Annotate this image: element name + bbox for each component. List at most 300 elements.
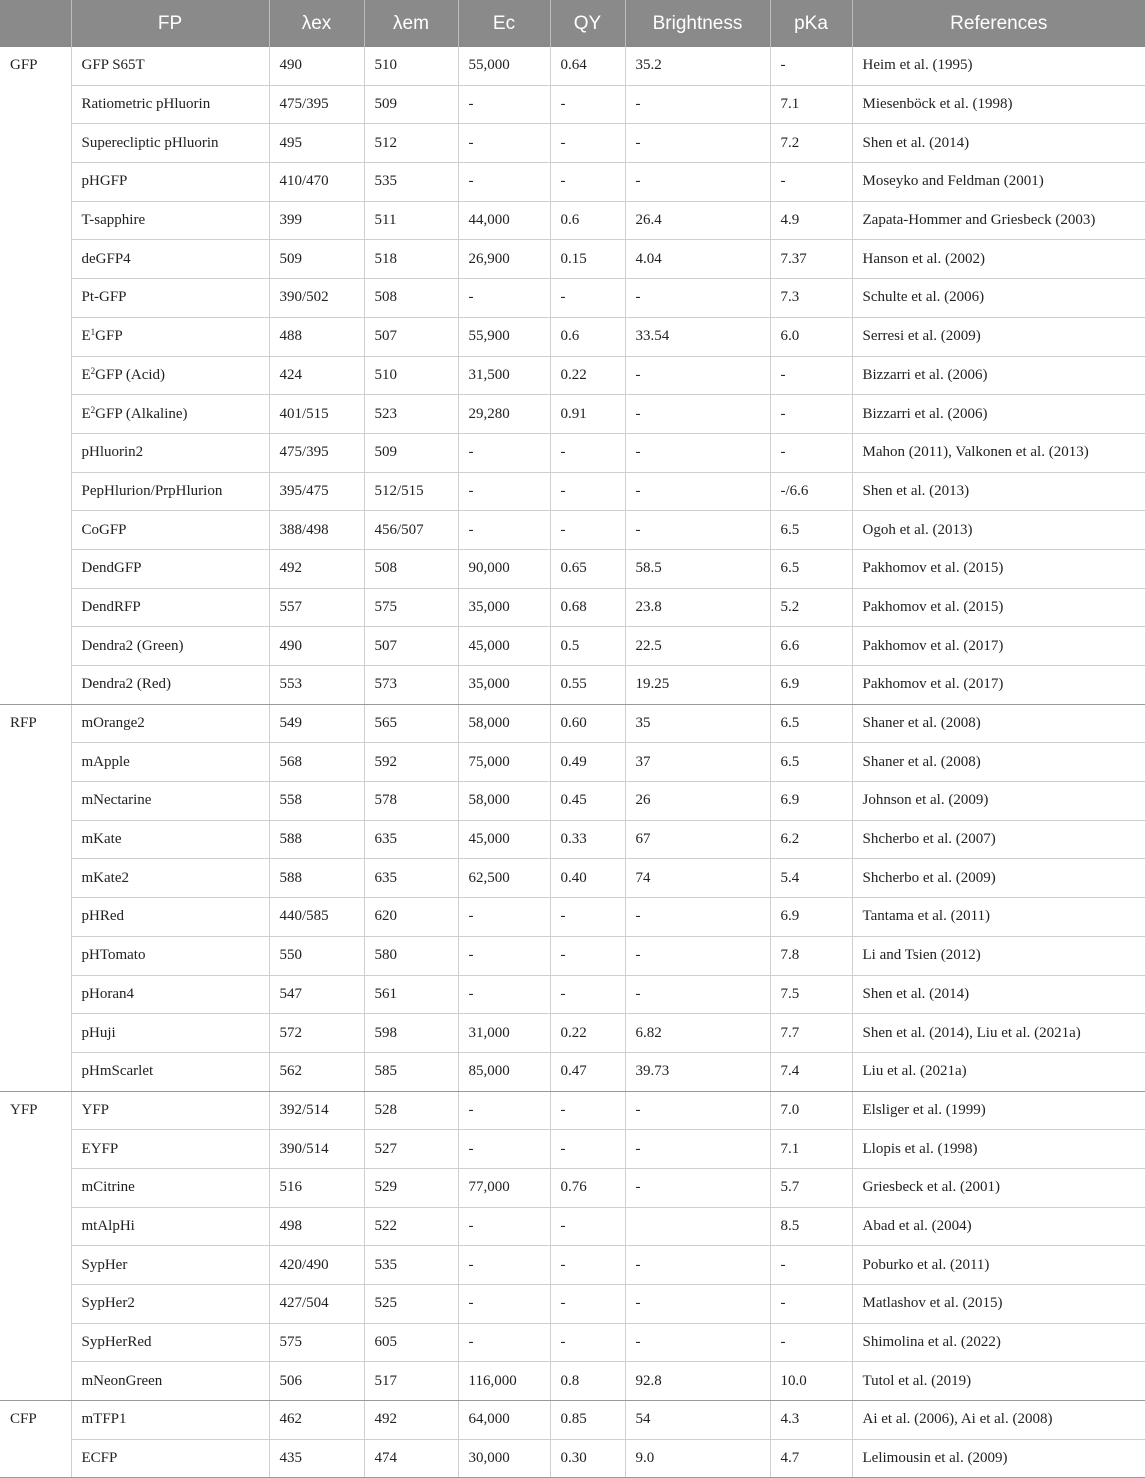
cell-em: 605 [364, 1323, 458, 1362]
cell-pka: 6.9 [770, 782, 852, 821]
cell-ex: 575 [269, 1323, 364, 1362]
cell-ex: 553 [269, 666, 364, 705]
table-row [0, 743, 1145, 782]
table-row [0, 898, 1145, 937]
cell-ex: 572 [269, 1014, 364, 1053]
cell-ec: - [458, 279, 550, 318]
cell-brightness: - [625, 936, 770, 975]
cell-ex: 550 [269, 936, 364, 975]
cell-reference: Pakhomov et al. (2017) [852, 627, 1145, 666]
cell-reference: Griesbeck et al. (2001) [852, 1168, 1145, 1207]
table-row [0, 820, 1145, 859]
cell-ec: - [458, 1207, 550, 1246]
cell-brightness: - [625, 124, 770, 163]
cell-brightness: 54 [625, 1401, 770, 1440]
cell-reference: Shaner et al. (2008) [852, 743, 1145, 782]
cell-brightness: - [625, 472, 770, 511]
cell-qy: 0.65 [550, 549, 625, 588]
cell-brightness: - [625, 1285, 770, 1324]
cell-em: 635 [364, 820, 458, 859]
table-row [0, 666, 1145, 705]
table-row [0, 1014, 1145, 1053]
cell-reference: Pakhomov et al. (2015) [852, 588, 1145, 627]
cell-fp: pHuji [71, 1014, 269, 1053]
cell-pka: - [770, 47, 852, 85]
cell-qy: - [550, 975, 625, 1014]
cell-qy: - [550, 1091, 625, 1130]
header-pka: pKa [770, 0, 852, 47]
cell-fp: pHTomato [71, 936, 269, 975]
cell-fp: PepHlurion/PrpHlurion [71, 472, 269, 511]
cell-fp: mCitrine [71, 1168, 269, 1207]
cell-em: 509 [364, 433, 458, 472]
header-row [0, 0, 1145, 47]
table-row [0, 163, 1145, 202]
cell-pka: 6.5 [770, 511, 852, 550]
cell-reference: Ogoh et al. (2013) [852, 511, 1145, 550]
cell-qy: 0.85 [550, 1401, 625, 1440]
cell-pka: - [770, 1285, 852, 1324]
cell-brightness: 23.8 [625, 588, 770, 627]
cell-brightness [625, 1207, 770, 1246]
cell-qy: - [550, 472, 625, 511]
cell-qy: - [550, 1130, 625, 1169]
cell-ex: 475/395 [269, 85, 364, 124]
cell-ex: 549 [269, 704, 364, 743]
cell-em: 592 [364, 743, 458, 782]
cell-fp: pHGFP [71, 163, 269, 202]
header-brightness: Brightness [625, 0, 770, 47]
cell-qy: - [550, 433, 625, 472]
cell-pka: 7.8 [770, 936, 852, 975]
cell-qy: - [550, 1323, 625, 1362]
cell-ec: - [458, 163, 550, 202]
cell-reference: Tutol et al. (2019) [852, 1362, 1145, 1401]
cell-ec: 90,000 [458, 549, 550, 588]
cell-em: 620 [364, 898, 458, 937]
cell-em: 529 [364, 1168, 458, 1207]
cell-fp [71, 356, 269, 395]
cell-fp: Dendra2 (Red) [71, 666, 269, 705]
cell-qy: 0.22 [550, 356, 625, 395]
table-row [0, 1362, 1145, 1401]
cell-pka: 4.9 [770, 201, 852, 240]
cell-fp: Ratiometric pHluorin [71, 85, 269, 124]
cell-reference: Liu et al. (2021a) [852, 1052, 1145, 1091]
header-fp: FP [71, 0, 269, 47]
cell-fp: Superecliptic pHluorin [71, 124, 269, 163]
header-group [0, 0, 71, 47]
cell-pka: 7.5 [770, 975, 852, 1014]
table-row [0, 1246, 1145, 1285]
cell-brightness: - [625, 975, 770, 1014]
fp-name-suffix: GFP [95, 328, 123, 345]
cell-ex: 388/498 [269, 511, 364, 550]
cell-reference: Matlashov et al. (2015) [852, 1285, 1145, 1324]
cell-ec: 64,000 [458, 1401, 550, 1440]
cell-reference: Zapata-Hommer and Griesbeck (2003) [852, 201, 1145, 240]
cell-qy: - [550, 1246, 625, 1285]
cell-qy: 0.49 [550, 743, 625, 782]
cell-fp: SypHer2 [71, 1285, 269, 1324]
cell-ex: 475/395 [269, 433, 364, 472]
cell-pka: 5.7 [770, 1168, 852, 1207]
table-row [0, 975, 1145, 1014]
cell-em: 517 [364, 1362, 458, 1401]
cell-em: 512/515 [364, 472, 458, 511]
cell-ec: 45,000 [458, 820, 550, 859]
cell-pka: 5.2 [770, 588, 852, 627]
cell-pka: 5.4 [770, 859, 852, 898]
table-row [0, 627, 1145, 666]
cell-reference: Pakhomov et al. (2015) [852, 549, 1145, 588]
cell-ex: 547 [269, 975, 364, 1014]
cell-reference: Johnson et al. (2009) [852, 782, 1145, 821]
cell-ec: 30,000 [458, 1439, 550, 1478]
cell-brightness: 67 [625, 820, 770, 859]
cell-ex: 558 [269, 782, 364, 821]
cell-reference: Serresi et al. (2009) [852, 317, 1145, 356]
cell-ex: 516 [269, 1168, 364, 1207]
cell-ex: 495 [269, 124, 364, 163]
cell-ec: 58,000 [458, 704, 550, 743]
cell-ex: 490 [269, 47, 364, 85]
cell-ex: 462 [269, 1401, 364, 1440]
group-label: RFP [0, 704, 71, 1091]
cell-qy: 0.60 [550, 704, 625, 743]
cell-em: 507 [364, 627, 458, 666]
cell-fp: SypHer [71, 1246, 269, 1285]
cell-reference: Bizzarri et al. (2006) [852, 356, 1145, 395]
cell-pka: 6.5 [770, 704, 852, 743]
cell-pka: 6.5 [770, 743, 852, 782]
group-label: CFP [0, 1401, 71, 1478]
cell-ec: 55,000 [458, 47, 550, 85]
cell-brightness: 37 [625, 743, 770, 782]
cell-fp: GFP S65T [71, 47, 269, 85]
table-row [0, 704, 1145, 743]
cell-ex: 410/470 [269, 163, 364, 202]
cell-brightness: 9.0 [625, 1439, 770, 1478]
cell-reference: Mahon (2011), Valkonen et al. (2013) [852, 433, 1145, 472]
cell-em: 527 [364, 1130, 458, 1169]
cell-brightness: 74 [625, 859, 770, 898]
cell-fp: EYFP [71, 1130, 269, 1169]
table-row [0, 1052, 1145, 1091]
cell-qy: 0.40 [550, 859, 625, 898]
table-row [0, 356, 1145, 395]
cell-ec: 75,000 [458, 743, 550, 782]
fp-name-prefix: E [81, 366, 91, 383]
cell-fp: mApple [71, 743, 269, 782]
cell-pka: - [770, 163, 852, 202]
fp-name-prefix: E [81, 405, 91, 422]
cell-em: 456/507 [364, 511, 458, 550]
cell-fp: DendGFP [71, 549, 269, 588]
cell-pka: 7.4 [770, 1052, 852, 1091]
cell-fp: pHRed [71, 898, 269, 937]
cell-ex: 420/490 [269, 1246, 364, 1285]
table-row [0, 1130, 1145, 1169]
table-row [0, 279, 1145, 318]
cell-fp: mNectarine [71, 782, 269, 821]
cell-qy: 0.64 [550, 47, 625, 85]
cell-reference: Shen et al. (2014), Liu et al. (2021a) [852, 1014, 1145, 1053]
cell-pka: -/6.6 [770, 472, 852, 511]
cell-brightness: 58.5 [625, 549, 770, 588]
cell-reference: Moseyko and Feldman (2001) [852, 163, 1145, 202]
cell-qy: - [550, 1207, 625, 1246]
cell-pka: - [770, 433, 852, 472]
cell-em: 511 [364, 201, 458, 240]
table-row [0, 1401, 1145, 1440]
cell-em: 508 [364, 549, 458, 588]
cell-brightness: 26.4 [625, 201, 770, 240]
table-row [0, 85, 1145, 124]
cell-brightness: - [625, 279, 770, 318]
table-row [0, 433, 1145, 472]
cell-pka: 6.5 [770, 549, 852, 588]
cell-em: 561 [364, 975, 458, 1014]
cell-pka: 7.2 [770, 124, 852, 163]
cell-em: 528 [364, 1091, 458, 1130]
cell-qy: 0.47 [550, 1052, 625, 1091]
cell-em: 492 [364, 1401, 458, 1440]
cell-em: 573 [364, 666, 458, 705]
cell-brightness: - [625, 163, 770, 202]
table-row [0, 1439, 1145, 1478]
cell-ec: - [458, 511, 550, 550]
cell-pka: 8.5 [770, 1207, 852, 1246]
cell-em: 509 [364, 85, 458, 124]
cell-fp: SypHerRed [71, 1323, 269, 1362]
cell-brightness: 6.82 [625, 1014, 770, 1053]
cell-reference: Hanson et al. (2002) [852, 240, 1145, 279]
cell-ec: 31,000 [458, 1014, 550, 1053]
cell-ec: 58,000 [458, 782, 550, 821]
fp-name-superscript: 1 [90, 327, 96, 338]
cell-reference: Shcherbo et al. (2009) [852, 859, 1145, 898]
cell-ec: - [458, 1130, 550, 1169]
fp-name-superscript: 2 [90, 404, 96, 415]
cell-pka: 4.3 [770, 1401, 852, 1440]
cell-ex: 498 [269, 1207, 364, 1246]
cell-ec: - [458, 1246, 550, 1285]
table-row [0, 936, 1145, 975]
header-ec: Ec [458, 0, 550, 47]
cell-qy: 0.6 [550, 201, 625, 240]
cell-em: 575 [364, 588, 458, 627]
cell-brightness: - [625, 1168, 770, 1207]
table-row [0, 240, 1145, 279]
cell-ec: 31,500 [458, 356, 550, 395]
cell-ex: 401/515 [269, 395, 364, 434]
cell-ex: 588 [269, 820, 364, 859]
cell-fp: YFP [71, 1091, 269, 1130]
cell-reference: Shen et al. (2014) [852, 124, 1145, 163]
cell-qy: - [550, 936, 625, 975]
cell-qy: - [550, 1285, 625, 1324]
cell-reference: Heim et al. (1995) [852, 47, 1145, 85]
cell-ex: 488 [269, 317, 364, 356]
table-row [0, 549, 1145, 588]
cell-ec: - [458, 85, 550, 124]
fp-name-suffix: GFP (Acid) [95, 366, 166, 383]
cell-ec: 35,000 [458, 588, 550, 627]
cell-qy: 0.91 [550, 395, 625, 434]
cell-brightness: 26 [625, 782, 770, 821]
cell-fp [71, 395, 269, 434]
cell-ec: 77,000 [458, 1168, 550, 1207]
cell-ex: 395/475 [269, 472, 364, 511]
cell-em: 518 [364, 240, 458, 279]
cell-em: 565 [364, 704, 458, 743]
cell-qy: 0.55 [550, 666, 625, 705]
cell-brightness: - [625, 898, 770, 937]
cell-ec: - [458, 124, 550, 163]
cell-ec: - [458, 433, 550, 472]
table-row [0, 317, 1145, 356]
cell-ec: - [458, 1285, 550, 1324]
cell-ec: 85,000 [458, 1052, 550, 1091]
cell-brightness: - [625, 433, 770, 472]
cell-reference: Shen et al. (2014) [852, 975, 1145, 1014]
cell-em: 510 [364, 47, 458, 85]
cell-ex: 435 [269, 1439, 364, 1478]
cell-pka: 6.6 [770, 627, 852, 666]
cell-ex: 427/504 [269, 1285, 364, 1324]
cell-brightness: 19.25 [625, 666, 770, 705]
cell-qy: 0.30 [550, 1439, 625, 1478]
table-row [0, 124, 1145, 163]
cell-em: 580 [364, 936, 458, 975]
cell-reference: Shaner et al. (2008) [852, 704, 1145, 743]
cell-fp: Dendra2 (Green) [71, 627, 269, 666]
cell-reference: Pakhomov et al. (2017) [852, 666, 1145, 705]
table-row [0, 395, 1145, 434]
cell-ex: 506 [269, 1362, 364, 1401]
cell-pka: 10.0 [770, 1362, 852, 1401]
cell-fp: mKate [71, 820, 269, 859]
cell-brightness: - [625, 1091, 770, 1130]
cell-em: 585 [364, 1052, 458, 1091]
cell-ex: 568 [269, 743, 364, 782]
fp-name-prefix: E [81, 328, 91, 345]
cell-brightness: 4.04 [625, 240, 770, 279]
cell-em: 512 [364, 124, 458, 163]
cell-pka: - [770, 1323, 852, 1362]
cell-fp: T-sapphire [71, 201, 269, 240]
table-row [0, 1323, 1145, 1362]
cell-pka: 7.1 [770, 85, 852, 124]
cell-ec: 26,900 [458, 240, 550, 279]
cell-ec: 35,000 [458, 666, 550, 705]
cell-fp: mKate2 [71, 859, 269, 898]
fp-name-superscript: 2 [90, 365, 96, 376]
cell-pka: 6.0 [770, 317, 852, 356]
cell-reference: Shimolina et al. (2022) [852, 1323, 1145, 1362]
cell-ex: 588 [269, 859, 364, 898]
cell-em: 474 [364, 1439, 458, 1478]
group-label: GFP [0, 47, 71, 704]
cell-reference: Ai et al. (2006), Ai et al. (2008) [852, 1401, 1145, 1440]
cell-qy: - [550, 511, 625, 550]
cell-em: 508 [364, 279, 458, 318]
cell-fp: mtAlpHi [71, 1207, 269, 1246]
cell-ex: 390/502 [269, 279, 364, 318]
cell-qy: - [550, 85, 625, 124]
cell-em: 535 [364, 1246, 458, 1285]
cell-pka: 6.9 [770, 666, 852, 705]
table-body [0, 47, 1145, 1478]
cell-fp: Pt-GFP [71, 279, 269, 318]
cell-qy: - [550, 279, 625, 318]
cell-ex: 490 [269, 627, 364, 666]
table-row [0, 588, 1145, 627]
cell-em: 523 [364, 395, 458, 434]
cell-brightness: 33.54 [625, 317, 770, 356]
cell-ex: 557 [269, 588, 364, 627]
cell-ex: 392/514 [269, 1091, 364, 1130]
cell-ec: 29,280 [458, 395, 550, 434]
cell-reference: Schulte et al. (2006) [852, 279, 1145, 318]
table-row [0, 47, 1145, 85]
table-row [0, 472, 1145, 511]
table-row [0, 1285, 1145, 1324]
cell-brightness: - [625, 356, 770, 395]
cell-ec: - [458, 936, 550, 975]
fp-name-suffix: GFP (Alkaline) [95, 405, 188, 422]
cell-pka: 7.0 [770, 1091, 852, 1130]
cell-reference: Abad et al. (2004) [852, 1207, 1145, 1246]
cell-pka: 7.1 [770, 1130, 852, 1169]
cell-pka: 7.3 [770, 279, 852, 318]
cell-ec: - [458, 898, 550, 937]
cell-fp: mOrange2 [71, 704, 269, 743]
cell-reference: Lelimousin et al. (2009) [852, 1439, 1145, 1478]
cell-brightness: 35 [625, 704, 770, 743]
table-row [0, 1091, 1145, 1130]
cell-qy: 0.22 [550, 1014, 625, 1053]
cell-ec: - [458, 472, 550, 511]
cell-pka: 7.37 [770, 240, 852, 279]
cell-qy: 0.76 [550, 1168, 625, 1207]
cell-reference: Shcherbo et al. (2007) [852, 820, 1145, 859]
table-row [0, 201, 1145, 240]
cell-fp: pHluorin2 [71, 433, 269, 472]
cell-brightness: 22.5 [625, 627, 770, 666]
cell-fp: mNeonGreen [71, 1362, 269, 1401]
cell-reference: Li and Tsien (2012) [852, 936, 1145, 975]
header-references: References [852, 0, 1145, 47]
cell-brightness: 39.73 [625, 1052, 770, 1091]
cell-pka: - [770, 356, 852, 395]
cell-ex: 509 [269, 240, 364, 279]
cell-fp: DendRFP [71, 588, 269, 627]
table-row [0, 511, 1145, 550]
cell-pka: 6.9 [770, 898, 852, 937]
cell-ec: - [458, 1323, 550, 1362]
cell-ec: 55,900 [458, 317, 550, 356]
cell-brightness: - [625, 511, 770, 550]
cell-fp: deGFP4 [71, 240, 269, 279]
cell-ex: 399 [269, 201, 364, 240]
cell-fp [71, 317, 269, 356]
cell-ec: 116,000 [458, 1362, 550, 1401]
cell-qy: 0.68 [550, 588, 625, 627]
cell-em: 598 [364, 1014, 458, 1053]
cell-em: 535 [364, 163, 458, 202]
